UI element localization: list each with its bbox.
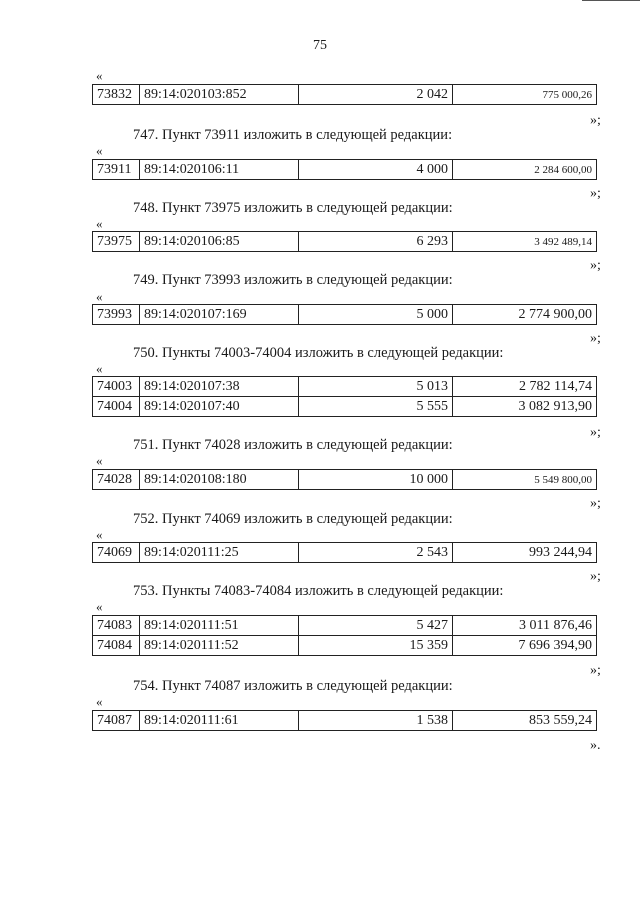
close-quote: »; [590, 663, 601, 678]
entry-table [92, 304, 597, 325]
cadastral-number: 89:14:020103:852 [140, 85, 299, 105]
cost-value: 3 492 489,14 [453, 232, 597, 252]
instruction-text: 747. Пункт 73911 изложить в следующей редакции: [133, 127, 453, 143]
instruction-text: 748. Пункт 73975 изложить в следующей редакции: [133, 200, 453, 216]
instruction-text: 752. Пункт 74069 изложить в следующей редакции: [133, 511, 453, 527]
cost-value: 2 284 600,00 [453, 160, 597, 180]
cost-value: 3 082 913,90 [453, 397, 597, 417]
open-quote: « [96, 68, 103, 83]
row-id: 73993 [93, 305, 140, 325]
area-value: 15 359 [299, 636, 453, 656]
cadastral-number: 89:14:020107:169 [140, 305, 299, 325]
instruction-text: 753. Пункты 74083-74084 изложить в следующей редакции: [133, 583, 504, 599]
open-quote: « [96, 289, 103, 304]
row-id: 74003 [93, 377, 140, 397]
entry-table [92, 376, 597, 417]
area-value: 1 538 [299, 711, 453, 731]
open-quote: « [96, 361, 103, 376]
entry-table [92, 615, 597, 656]
area-value: 2 042 [299, 85, 453, 105]
entry-table [92, 159, 597, 180]
close-quote: »; [590, 113, 601, 128]
area-value: 5 427 [299, 616, 453, 636]
open-quote: « [96, 143, 103, 158]
cadastral-number: 89:14:020106:85 [140, 232, 299, 252]
table-row [93, 616, 597, 636]
area-value: 6 293 [299, 232, 453, 252]
entry-table [92, 710, 597, 731]
table-row [93, 711, 597, 731]
cadastral-number: 89:14:020106:11 [140, 160, 299, 180]
cadastral-number: 89:14:020111:61 [140, 711, 299, 731]
close-quote: »; [590, 425, 601, 440]
entry-table [92, 231, 597, 252]
open-quote: « [96, 453, 103, 468]
cadastral-number: 89:14:020111:25 [140, 543, 299, 563]
open-quote: « [96, 527, 103, 542]
close-quote: »; [590, 258, 601, 273]
cadastral-number: 89:14:020107:38 [140, 377, 299, 397]
cost-value: 853 559,24 [453, 711, 597, 731]
cost-value: 3 011 876,46 [453, 616, 597, 636]
row-id: 74084 [93, 636, 140, 656]
table-row [93, 377, 597, 397]
cadastral-number: 89:14:020108:180 [140, 470, 299, 490]
table-row [93, 636, 597, 656]
cadastral-number: 89:14:020107:40 [140, 397, 299, 417]
open-quote: « [96, 599, 103, 614]
row-id: 73911 [93, 160, 140, 180]
close-quote: »; [590, 331, 601, 346]
page-number: 75 [313, 38, 327, 53]
table-row [93, 543, 597, 563]
row-id: 73975 [93, 232, 140, 252]
row-id: 74069 [93, 543, 140, 563]
corner-line [582, 0, 640, 1]
row-id: 74087 [93, 711, 140, 731]
cadastral-number: 89:14:020111:51 [140, 616, 299, 636]
area-value: 5 000 [299, 305, 453, 325]
table-row [93, 397, 597, 417]
entry-table [92, 469, 597, 490]
cost-value: 5 549 800,00 [453, 470, 597, 490]
cost-value: 993 244,94 [453, 543, 597, 563]
close-quote: ». [590, 738, 601, 753]
table-row [93, 305, 597, 325]
close-quote: »; [590, 569, 601, 584]
row-id: 73832 [93, 85, 140, 105]
table-row [93, 232, 597, 252]
table-row [93, 470, 597, 490]
cost-value: 2 782 114,74 [453, 377, 597, 397]
row-id: 74004 [93, 397, 140, 417]
instruction-text: 750. Пункты 74003-74004 изложить в следующей редакции: [133, 345, 504, 361]
cost-value: 775 000,26 [453, 85, 597, 105]
entry-table [92, 542, 597, 563]
instruction-text: 749. Пункт 73993 изложить в следующей редакции: [133, 272, 453, 288]
area-value: 4 000 [299, 160, 453, 180]
row-id: 74028 [93, 470, 140, 490]
cost-value: 2 774 900,00 [453, 305, 597, 325]
cost-value: 7 696 394,90 [453, 636, 597, 656]
area-value: 5 013 [299, 377, 453, 397]
area-value: 5 555 [299, 397, 453, 417]
area-value: 10 000 [299, 470, 453, 490]
cadastral-number: 89:14:020111:52 [140, 636, 299, 656]
area-value: 2 543 [299, 543, 453, 563]
table-row [93, 85, 597, 105]
table-row [93, 160, 597, 180]
instruction-text: 754. Пункт 74087 изложить в следующей редакции: [133, 678, 453, 694]
open-quote: « [96, 694, 103, 709]
entry-table [92, 84, 597, 105]
close-quote: »; [590, 496, 601, 511]
instruction-text: 751. Пункт 74028 изложить в следующей редакции: [133, 437, 453, 453]
row-id: 74083 [93, 616, 140, 636]
close-quote: »; [590, 186, 601, 201]
open-quote: « [96, 216, 103, 231]
